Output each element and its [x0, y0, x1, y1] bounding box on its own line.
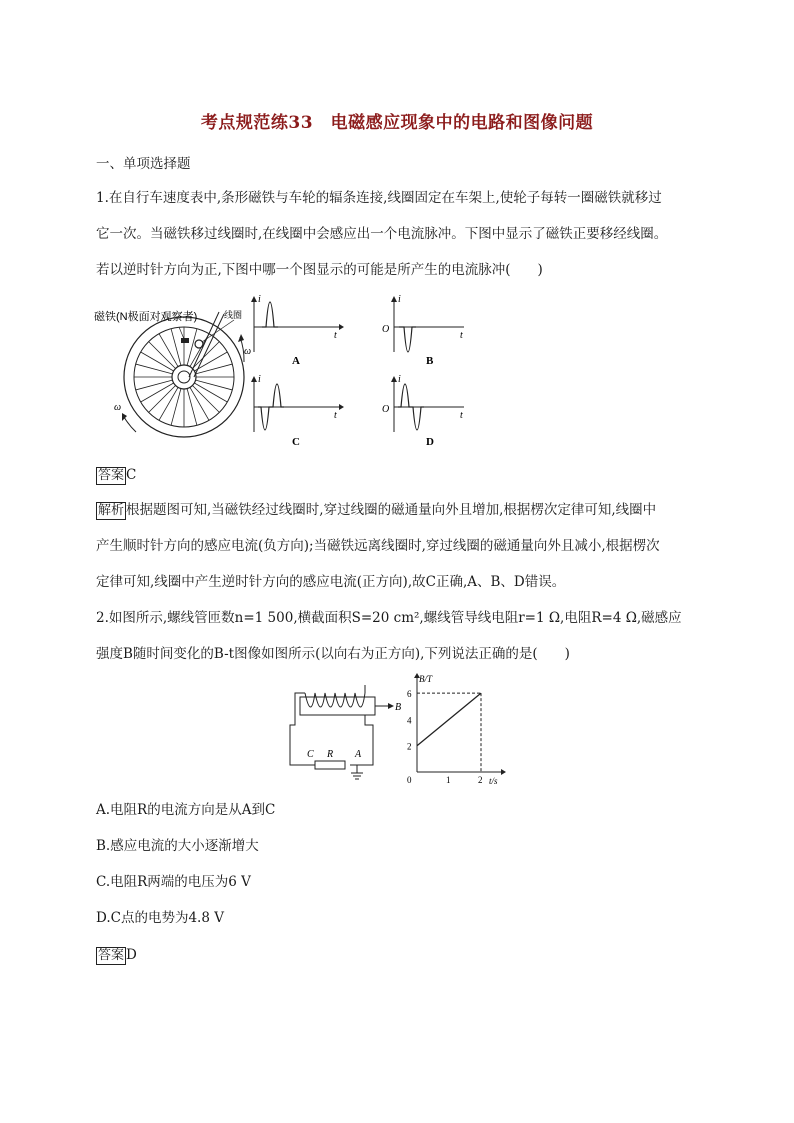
svg-text:i: i [398, 294, 401, 305]
svg-text:O: O [382, 324, 390, 335]
magnet-icon [181, 338, 189, 343]
y-tick-label: 4 [407, 715, 412, 726]
graph-a [251, 294, 344, 367]
answer-tag: 答案 [98, 468, 125, 483]
q2-answer-value: D [126, 947, 137, 963]
svg-text:C: C [307, 749, 314, 760]
x-tick-label: 2 [478, 775, 483, 785]
coil-icon [195, 340, 203, 348]
q1-analysis-line-3: 定律可知,线圈中产生逆时针方向的感应电流(正方向),故C正确,A、B、D错误。 [96, 574, 566, 590]
y-axis-label: B/T [419, 674, 433, 684]
graph-b [382, 294, 464, 367]
svg-text:A: A [355, 749, 362, 760]
q2-option-b: B.感应电流的大小逐渐增大 [96, 838, 259, 854]
y-tick-label: 6 [407, 689, 412, 700]
omega-label: ω [244, 346, 252, 357]
q2-line-2: 强度B随时间变化的B-t图像如图所示(以向右为正方向),下列说法正确的是( ) [96, 646, 570, 662]
q2-option-a: A.电阻R的电流方向是从A到C [96, 802, 276, 818]
q1-analysis-line-1: 解析 根据题图可知,当磁铁经过线圈时,穿过线圈的磁通量向外且增加,根据楞次定律可知,线圈中 [98, 502, 657, 518]
section-heading: 一、单项选择题 [96, 156, 191, 172]
option-a-label: A [292, 355, 300, 367]
svg-text:i: i [258, 374, 261, 385]
option-c-label: C [292, 436, 300, 448]
magnet-label: 磁铁(N极面对观察者) [94, 311, 198, 323]
q2-option-c: C.电阻R两端的电压为6 V [96, 874, 251, 890]
coil-label: 线圈 [224, 310, 243, 320]
svg-text:t: t [334, 410, 337, 421]
svg-text:R: R [327, 749, 334, 760]
q2-answer-row [96, 945, 137, 965]
q1-line-2: 它一次。当磁铁移过线圈时,在线圈中会感应出一个电流脉冲。下图中显示了磁铁正要移经线圈。 [96, 226, 668, 242]
answer-tag: 答案 [98, 948, 125, 963]
option-b-label: B [426, 355, 434, 367]
q1-answer-value: C [126, 467, 137, 483]
x-tick-label: 1 [446, 775, 451, 785]
svg-text:i: i [258, 294, 261, 305]
svg-text:O: O [382, 404, 390, 415]
bicycle-wheel-diagram [122, 312, 244, 437]
q2-line-1: 2.如图所示,螺线管匝数n=1 500,横截面积S=20 cm²,螺线管导线电阻r=1 Ω,电阻R=4 Ω,磁感应 [96, 610, 682, 626]
bt-chart [395, 672, 510, 787]
q1-figure [94, 292, 464, 457]
q1-analysis-line-2: 产生顺时针方向的感应电流(负方向);当磁铁远离线圈时,穿过线圈的磁通量向外且减小,根据楞次 [96, 538, 660, 554]
option-d-label: D [426, 436, 434, 448]
graph-c [251, 374, 344, 448]
x-tick-label: 0 [407, 775, 412, 785]
page-title: 考点规范练33 电磁感应现象中的电路和图像问题 [200, 113, 594, 133]
resistor-icon [315, 761, 345, 769]
bt-series-line [417, 693, 481, 746]
q1-line-3: 若以逆时针方向为正,下图中哪一个图显示的可能是所产生的电流脉冲( ) [96, 262, 543, 278]
x-axis-label: t/s [489, 776, 498, 786]
circuit-diagram [285, 685, 405, 785]
svg-text:t: t [460, 330, 463, 341]
omega-label-2: ω [114, 402, 122, 413]
analysis-tag: 解析 [98, 503, 125, 518]
q2-option-d: D.C点的电势为4.8 V [96, 910, 224, 926]
svg-text:t: t [334, 330, 337, 341]
svg-text:B: B [395, 702, 402, 713]
svg-text:t: t [460, 410, 463, 421]
svg-text:i: i [398, 374, 401, 385]
q1-line-1: 1.在自行车速度表中,条形磁铁与车轮的辐条连接,线圈固定在车架上,使轮子每转一圈磁铁就移过 [96, 190, 662, 206]
solenoid-icon [305, 693, 365, 707]
y-tick-label: 2 [407, 741, 412, 752]
graph-d [382, 374, 464, 448]
x-axis-arrow [501, 769, 506, 775]
q1-answer-row [96, 465, 136, 485]
